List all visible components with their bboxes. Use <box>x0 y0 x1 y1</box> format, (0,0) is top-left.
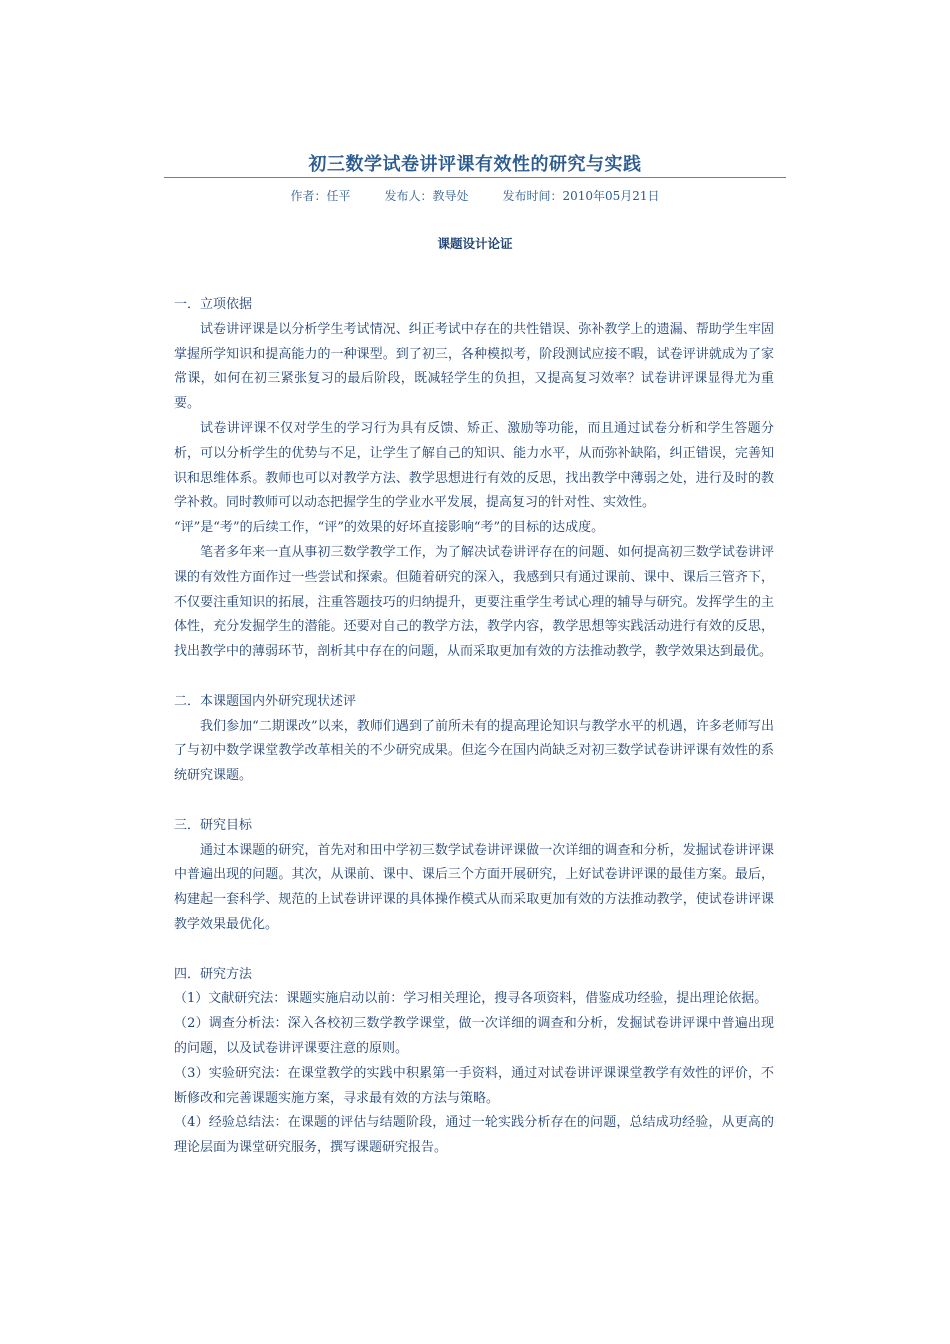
title-divider <box>164 177 786 178</box>
document-title: 初三数学试卷讲评课有效性的研究与实践 <box>308 154 642 175</box>
method-item: （2）调查分析法：深入各校初三数学教学课堂，做一次详细的调查和分析，发掘试卷讲评课中普遍出现的问题，以及试卷讲评课要注意的原则。 <box>174 1016 774 1056</box>
paragraph: 试卷讲评课不仅对学生的学习行为具有反馈、矫正、激励等功能，而且通过试卷分析和学生答题分析，可以分析学生的优势与不足，让学生了解自己的知识、能力水平，从而弥补缺陷，纠正错误，完善知识和思维体系。教师也可以对教学方法、教学思想进行有效的反思，找出教学中薄弱之处，进行及时的教学补救。同时教师可以动态把握学生的学业水平发展，提高复习的针对性、实效性。 <box>174 420 774 511</box>
publish-date: 发布时间：2010年05月21日 <box>502 189 660 203</box>
document-body <box>174 293 774 1161</box>
method-item: （3）实验研究法：在课堂教学的实践中积累第一手资料，通过对试卷讲评课课堂教学有效性的评价，不断修改和完善课题实施方案，寻求最有效的方法与策略。 <box>174 1065 774 1106</box>
spacer <box>174 789 774 814</box>
method-item: （4）经验总结法：在课题的评估与结题阶段，通过一轮实践分析存在的问题，总结成功经验，从更高的理论层面为课堂研究服务，撰写课题研究报告。 <box>174 1115 774 1156</box>
paragraph: 试卷讲评课是以分析学生考试情况、纠正考试中存在的共性错误、弥补教学上的遗漏、帮助学生牢固掌握所学知识和提高能力的一种课型。到了初三，各种模拟考，阶段测试应接不暇，试卷评讲就成为了家常课，如何在初三紧张复习的最后阶段，既减轻学生的负担，又提高复习效率？试卷讲评课显得尤为重要。 <box>174 321 774 412</box>
paragraph: 通过本课题的研究，首先对和田中学初三数学试卷讲评课做一次详细的调查和分析，发掘试卷讲评课中普遍出现的问题。其次，从课前、课中、课后三个方面开展研究，上好试卷讲评课的最佳方案。最后，构建起一套科学、规范的上试卷讲评课的具体操作模式从而采取更加有效的方法推动教学，使试卷讲评课教学效果最优化。 <box>174 842 774 932</box>
method-item: （1）文献研究法：课题实施启动以前：学习相关理论，搜寻各项资料，借鉴成功经验，提出理论依据。 <box>174 991 768 1007</box>
section-heading-4: 四．研究方法 <box>174 966 253 982</box>
spacer <box>174 938 774 963</box>
author: 作者：任平 <box>290 189 351 203</box>
paragraph: 笔者多年来一直从事初三数学教学工作，为了解决试卷讲评存在的问题、如何提高初三数学试卷讲评课的有效性方面作过一些尝试和探索。但随着研究的深入，我感到只有通过课前、课中、课后三管齐下，不仅要注重知识的拓展，注重答题技巧的归纳提升，更要注重学生考试心理的辅导与研究。发挥学生的主体性，充分发掘学生的潜能。还要对自己的教学方法，教学内容，教学思想等实践活动进行有效的反思，找出教学中的薄弱环节，剖析其中存在的问题，从而采取更加有效的方法推动教学，教学效果达到最优。 <box>174 544 774 660</box>
spacer <box>174 665 774 690</box>
section-subtitle: 课题设计论证 <box>437 236 513 251</box>
section-heading-2: 二．本课题国内外研究现状述评 <box>174 693 357 709</box>
paragraph: “评”是“考”的后续工作，“评”的效果的好坏直接影响“考”的目标的达成度。 <box>174 520 605 536</box>
section-heading-1: 一．立项依据 <box>174 297 253 312</box>
publisher: 发布人：教导处 <box>384 189 469 203</box>
section-heading-3: 三．研究目标 <box>174 817 253 833</box>
paragraph: 我们参加“二期课改”以来，教师们遇到了前所未有的提高理论知识与教学水平的机遇，许多老师写出了与初中数学课堂教学改革相关的不少研究成果。但迄今在国内尚缺乏对初三数学试卷讲评课有效性的系统研究课题。 <box>174 718 774 784</box>
meta-line <box>0 187 950 204</box>
